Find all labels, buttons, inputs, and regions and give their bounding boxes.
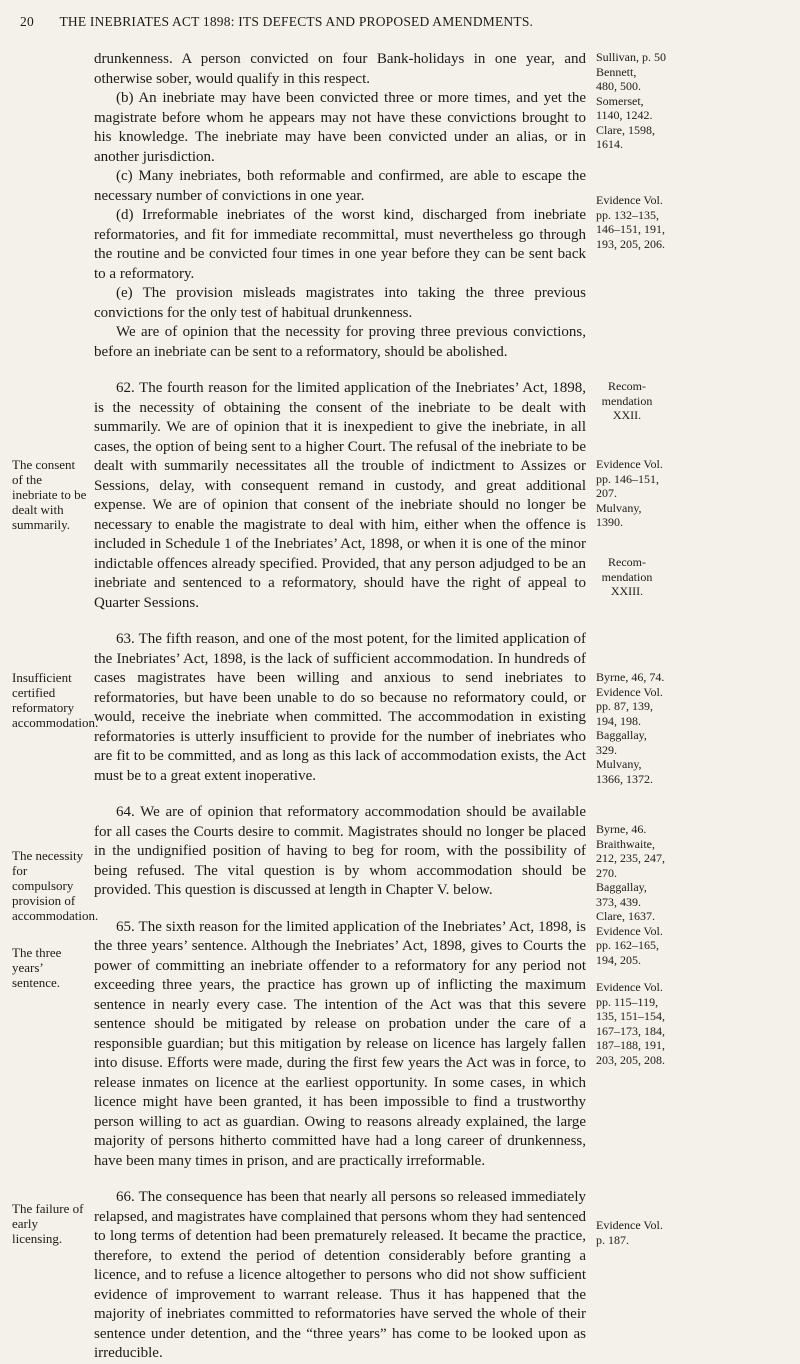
page-number: 20 bbox=[20, 14, 34, 29]
reference-evidence-4: Evidence Vol. p. 187. bbox=[596, 1218, 663, 1247]
reference-sullivan: Sullivan, p. 50 Bennett, 480, 500. Somerset, 1140, 1242. Clare, 1598, 1614. bbox=[596, 50, 667, 151]
reference-evidence-1: Evidence Vol. pp. 132–135, 146–151, 191, 193, 205, 206. bbox=[596, 193, 665, 251]
running-title: THE INEBRIATES ACT 1898: ITS DEFECTS AND PROPOSED AMENDMENTS. bbox=[59, 14, 534, 29]
reference-evidence-2: Evidence Vol. pp. 146–151, 207. Mulvany, 1390. bbox=[596, 457, 663, 529]
paragraph-b: (b) An inebriate may have been convicted three or more times, and yet the magistrate before whom he appears may not have these convictions brought to his knowledge. The inebriate may have been convicted under an alias, or in another jurisdiction. bbox=[94, 90, 586, 165]
paragraph-intro: drunkenness. A person convicted on four Bank-holidays in one year, and otherwise sober, would qualify in this respect. bbox=[94, 51, 586, 87]
recommendation-xxiii: Recom- mendation XXIII. bbox=[601, 555, 653, 598]
running-header bbox=[20, 14, 580, 30]
margin-note-three-years: The three years’ sentence. bbox=[12, 945, 62, 990]
body-text bbox=[94, 50, 586, 1364]
reference-evidence-3: Evidence Vol. pp. 115–119, 135, 151–154, 167–173, 184, 187–188, 191, 203, 205, 208. bbox=[596, 980, 665, 1067]
paragraph-62: 62. The fourth reason for the limited application of the Inebriates’ Act, 1898, is the necessity of obtaining the consent of the inebriate to be dealt with summarily. We are of opinion that it is inexpedient to give the inebriate, in all cases, the option of being sent to a higher Court. The refusal of the inebriate to be dealt with summarily necessitates all the trouble of indictment to Assizes or Sessions, delay, with consequent remand in custody, and great additional expense. We are of opinion that consent of the inebriate should no longer be necessary to enable the magistrate to deal with him, either when the offence is included in Schedule 1 of the Inebriates’ Act, 1898, or when it is one of the minor indictable offences already specified. Provided, that any person adjudged to be an inebriate and sentenced to a reformatory, should have the right of appeal to Quarter Sessions. bbox=[94, 380, 586, 611]
margin-note-necessity: The necessity for compulsory provision of accommodation. bbox=[12, 848, 99, 923]
paragraph-c: (c) Many inebriates, both reformable and confirmed, are able to escape the necessary number of convictions in one year. bbox=[94, 168, 586, 204]
paragraph-opinion: We are of opinion that the necessity for proving three previous convictions, before an inebriate can be sent to a reformatory, should be abolished. bbox=[94, 324, 586, 360]
paragraph-66: 66. The consequence has been that nearly all persons so released immediately relapsed, and magistrates have complained that persons whom they had sentenced to long terms of detention had been prematurely released. It became the practice, therefore, to extend the period of detention considerably before granting a licence, and to refuse a licence altogether to persons who did not show sufficient evidence of improvement to warrant release. Thus it has happened that the majority of inebriates committed to reformatories have served the whole of their sentence under detention, and the “three years” has come to be looked upon as irreducible. bbox=[94, 1189, 586, 1361]
paragraph-65: 65. The sixth reason for the limited application of the Inebriates’ Act, 1898, is the three years’ sentence. Although the Inebriates’ Act, 1898, gives to Courts the power of committing an inebriate offender to a reformatory for any period not exceeding three years, the practice has grown up of inflicting the maximum sentence in nearly every case. The intention of the Act was that this severe sentence should be mitigated by release on probation under the care of a responsible guardian; but this mitigation by release on licence has largely fallen into disuse. Efforts were made, during the first few years the Act was in force, to release inmates on licence at the earliest opportunity. In some cases, in which licence might have been granted, it has been impossible to find a trustworthy person willing to act as guardian. Owing to reasons already explained, the large majority of persons hitherto committed have had a long career of drunkenness, have been many times in prison, and are practically irreformable. bbox=[94, 918, 586, 1169]
margin-note-accommodation: Insufficient certified reformatory accommodation. bbox=[12, 670, 99, 730]
paragraph-63: 63. The fifth reason, and one of the most potent, for the limited application of the Inebriates’ Act, 1898, is the lack of sufficient accommodation. In hundreds of cases magistrates have been willing and anxious to send inebriates to reformatories, but have been unable to do so because no reformatory could, or would, receive the inebriate when committed. The accommodation in existing reformatories is utterly insufficient to provide for the number of inebriates who are fit to be committed, and as long as this lack of accommodation exists, the Act must be to a great extent inoperative. bbox=[94, 631, 586, 784]
reference-byrne-1: Byrne, 46, 74. Evidence Vol. pp. 87, 139, 194, 198. Baggallay, 329. Mulvany, 1366, 1372. bbox=[596, 670, 665, 786]
recommendation-xxii: Recom- mendation XXII. bbox=[601, 379, 653, 422]
paragraph-d: (d) Irreformable inebriates of the worst kind, discharged from inebriate reformatories, and fit for immediate recommittal, must nevertheless go through the routine and be convicted four times in one year before they can be sent back to a reformatory. bbox=[94, 207, 586, 282]
reference-byrne-2: Byrne, 46. Braithwaite, 212, 235, 247, 270. Baggallay, 373, 439. Clare, 1637. Evidence Vol. pp. 162–165, 194, 205. bbox=[596, 822, 665, 967]
paragraph-64: 64. We are of opinion that reformatory accommodation should be available for all cases the Courts desire to commit. Magistrates should no longer be placed in the undignified position of having to beg for room, with the possibility of being refused. The vital question is by whom accommodation should be provided. This question is discussed at length in Chapter V. below. bbox=[94, 804, 586, 898]
paragraph-e: (e) The provision misleads magistrates into taking the three previous convictions for the only test of habitual drunkenness. bbox=[94, 285, 586, 321]
margin-note-failure: The failure of early licensing. bbox=[12, 1201, 84, 1246]
margin-note-consent: The consent of the inebriate to be dealt with summarily. bbox=[12, 457, 87, 532]
